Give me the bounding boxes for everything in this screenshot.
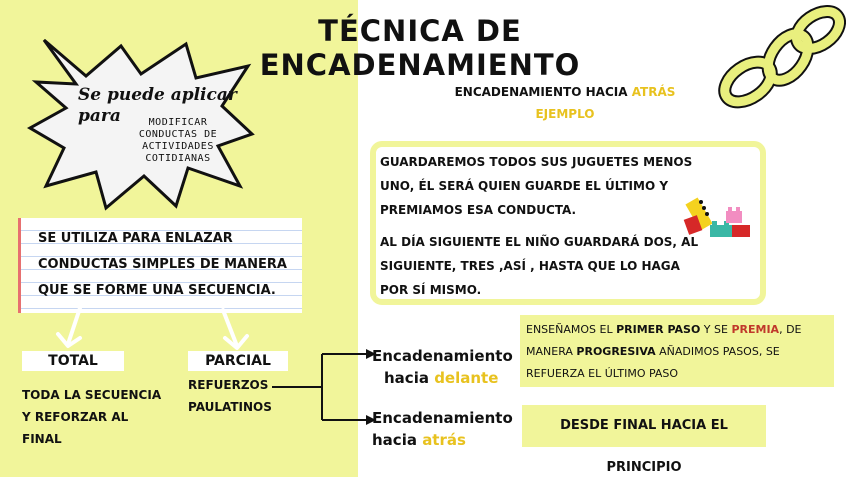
example-heading-main: ENCADENAMIENTO HACIA [454,85,632,99]
arrow-down-icon [52,306,92,350]
branch-forward-prefix: hacia [384,369,435,387]
example-subheading: EJEMPLO [535,107,595,121]
example-paragraph-1: GUARDAREMOS TODOS SUS JUGUETES MENOS UNO, ÉL SERÁ QUIEN GUARDE EL ÚLTIMO Y PREMIAMOS ESA CONDUCTA. [380,155,693,217]
example-heading [440,82,690,102]
parcial-description: REFUERZOS PAULATINOS [188,378,272,414]
forward-text-progresiva: PROGRESIVA [576,345,656,358]
forward-text-7: AÑADIMOS PASOS, SE REFUERZA EL ÚLTIMO PASO [526,345,780,380]
definition-text: SE UTILIZA PARA ENLAZAR CONDUCTAS SIMPLES DE MANERA QUE SE FORME UNA SECUENCIA. [38,231,287,298]
forward-text-3: Y SE [700,323,732,336]
forward-explanation-box [520,315,834,387]
branch-forward [372,345,517,389]
total-label: TOTAL [22,351,124,371]
example-heading-highlight: ATRÁS [631,85,676,99]
branch-backward-highlight: atrás [422,431,466,449]
branch-forward-word: Encadenamiento [372,347,513,365]
branch-backward-word: Encadenamiento [372,409,513,427]
example-paragraph-2: AL DÍA SIGUIENTE EL NIÑO GUARDARÁ DOS, AL SIGUIENTE, TRES ,ASÍ , HASTA QUE LO HAGA POR SÍ MISMO. [380,235,699,297]
branch-backward [372,407,517,451]
branch-connector [270,340,380,440]
toy-blocks-icon [682,193,756,243]
forward-text-premia: PREMIA [731,323,780,336]
branch-backward-prefix: hacia [372,431,423,449]
arrow-down-icon [215,308,255,352]
forward-text-1: ENSEÑAMOS EL [526,323,617,336]
forward-text-5: , DE MANERA [526,323,802,358]
burst-text: MODIFICAR CONDUCTAS DE ACTIVIDADES COTIDIANAS [138,117,218,164]
burst-title: Se puede aplicar para [78,85,237,126]
forward-text-primer-paso: PRIMER PASO [616,323,701,336]
backward-explanation-box: DESDE FINAL HACIA EL PRINCIPIO [522,405,766,447]
total-description: TODA LA SECUENCIA Y REFORZAR AL FINAL [22,388,162,446]
branch-forward-highlight: delante [434,369,499,387]
page-title: TÉCNICA DE ENCADENAMIENTO [259,14,581,82]
parcial-label: PARCIAL [188,351,288,371]
chain-icon [716,2,846,122]
